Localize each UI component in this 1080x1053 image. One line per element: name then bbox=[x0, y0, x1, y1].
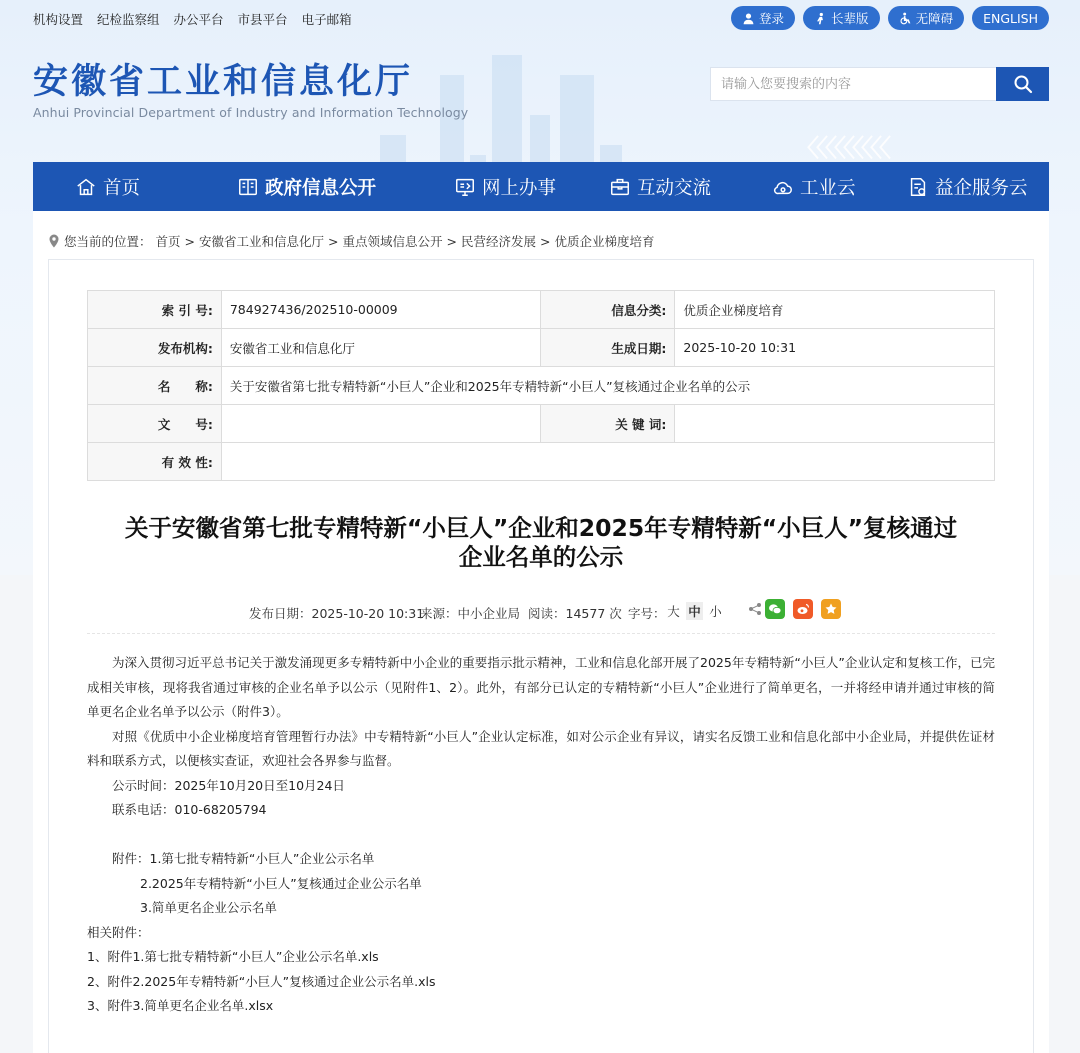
source bbox=[420, 604, 520, 622]
font-size-label: 字号： bbox=[628, 606, 666, 621]
search-icon bbox=[1013, 74, 1033, 94]
top-link-office[interactable]: 办公平台 bbox=[173, 12, 224, 27]
publish-date-value: 2025-10-20 10:31 bbox=[311, 606, 425, 621]
nav-online-service-label: 网上办事 bbox=[482, 177, 557, 199]
breadcrumb-item-key-areas[interactable]: 重点领域信息公开 bbox=[342, 234, 443, 249]
login-button[interactable] bbox=[731, 6, 795, 30]
created-value: 2025-10-20 10:31 bbox=[675, 329, 995, 367]
nav-interaction[interactable] bbox=[609, 162, 711, 211]
article-info-bar bbox=[87, 599, 995, 623]
article-title bbox=[87, 514, 995, 572]
share-icon[interactable] bbox=[745, 599, 765, 619]
reads bbox=[528, 604, 622, 622]
breadcrumb-item-quality-enterprises[interactable]: 优质企业梯度培育 bbox=[554, 234, 655, 249]
weibo-icon bbox=[796, 602, 810, 616]
breadcrumb-bar bbox=[33, 211, 1049, 259]
wechat-share-button[interactable] bbox=[765, 599, 785, 619]
elder-icon bbox=[814, 12, 827, 25]
english-label: ENGLISH bbox=[983, 10, 1038, 26]
attachment-list-item: 2.2025年专精特新“小巨人”复核通过企业公示名单 bbox=[140, 875, 422, 891]
top-link-discipline[interactable]: 纪检监察组 bbox=[97, 12, 160, 27]
article-title-line1: 关于安徽省第七批专精特新“小巨人”企业和2025年专精特新“小巨人”复核通过 bbox=[124, 514, 958, 542]
briefcase-icon bbox=[609, 176, 631, 198]
document-icon bbox=[907, 176, 929, 198]
breadcrumb-item-department[interactable]: 安徽省工业和信息化厅 bbox=[199, 234, 325, 249]
keywords-label: 关 键 词: bbox=[540, 405, 675, 443]
english-button[interactable] bbox=[972, 6, 1049, 30]
top-link-email[interactable]: 电子邮箱 bbox=[301, 12, 352, 27]
attachment-link-3[interactable]: 3、附件3.简单更名企业名单.xlsx bbox=[87, 998, 274, 1013]
elder-mode-label: 长辈版 bbox=[831, 11, 869, 26]
reads-label: 阅读： bbox=[528, 606, 566, 621]
search-input[interactable] bbox=[710, 67, 996, 101]
nav-gov-info-label: 政府信息公开 bbox=[265, 177, 377, 199]
index-label: 索 引 号: bbox=[88, 291, 222, 329]
contact-phone: 联系电话：010-68205794 bbox=[112, 802, 267, 817]
favorite-button[interactable] bbox=[821, 599, 841, 619]
publisher-label: 发布机构: bbox=[88, 329, 222, 367]
nav-interaction-label: 互动交流 bbox=[637, 177, 712, 199]
content-panel bbox=[33, 259, 1049, 1053]
index-value: 784927436/202510-00009 bbox=[221, 291, 540, 329]
wheelchair-icon bbox=[899, 12, 912, 25]
breadcrumb-separator: > bbox=[184, 233, 196, 249]
breadcrumb-prefix: 您当前的位置： bbox=[64, 234, 152, 249]
nav-online-service[interactable] bbox=[454, 162, 556, 211]
accessibility-label: 无障碍 bbox=[915, 11, 954, 26]
wechat-icon bbox=[768, 602, 782, 616]
font-size-small-button[interactable]: 小 bbox=[709, 604, 722, 619]
docno-label: 文 号: bbox=[88, 405, 222, 443]
table-row bbox=[88, 405, 995, 443]
spacer bbox=[87, 823, 995, 848]
font-size-controls bbox=[665, 602, 724, 620]
breadcrumb-separator: > bbox=[446, 233, 458, 249]
breadcrumb-item-home[interactable]: 首页 bbox=[155, 234, 181, 249]
docno-value bbox=[221, 405, 540, 443]
login-label: 登录 bbox=[759, 11, 785, 26]
nav-gov-info[interactable] bbox=[237, 162, 376, 211]
nav-enterprise-cloud-label: 益企服务云 bbox=[935, 177, 1028, 199]
publisher-value: 安徽省工业和信息化厅 bbox=[221, 329, 540, 367]
reads-value: 14577 次 bbox=[565, 606, 622, 621]
article-body bbox=[87, 651, 995, 1019]
accessibility-button[interactable] bbox=[888, 6, 965, 30]
location-pin-icon bbox=[48, 234, 60, 248]
paragraph-intro: 为深入贯彻习近平总书记关于激发涌现更多专精特新中小企业的重要指示批示精神，工业和信息化部开展了2025年专精特新“小巨人”企业认定和复核工作，已完成相关审核，现将我省通过审核的企业名单予以公示（见附件1、2）。此外，有部分已认定的专精特新“小巨人”企业进行了简单更名，一并将经申请并通过审核的简单更名企业名单予以公示（附件3）。 bbox=[87, 655, 995, 719]
name-label: 名 称: bbox=[88, 367, 222, 405]
category-label: 信息分类: bbox=[540, 291, 675, 329]
related-attachments-label: 相关附件： bbox=[87, 924, 150, 940]
breadcrumb-separator: > bbox=[328, 233, 339, 249]
site-logo[interactable]: 安徽省工业和信息化厅 bbox=[33, 62, 414, 102]
top-link-county[interactable]: 市县平台 bbox=[237, 12, 288, 27]
source-label: 来源： bbox=[420, 606, 458, 621]
elder-mode-button[interactable] bbox=[803, 6, 880, 30]
name-value: 关于安徽省第七批专精特新“小巨人”企业和2025年专精特新“小巨人”复核通过企业名单的公示 bbox=[221, 367, 994, 405]
breadcrumb bbox=[48, 232, 655, 250]
star-icon bbox=[824, 602, 838, 616]
divider bbox=[87, 633, 995, 634]
font-size-medium-button[interactable]: 中 bbox=[686, 602, 703, 620]
share-nodes-icon bbox=[748, 602, 762, 616]
nav-industry-cloud-label: 工业云 bbox=[800, 177, 856, 199]
paragraph-objection: 对照《优质中小企业梯度培育管理暂行办法》中专精特新“小巨人”企业认定标准，如对公示企业有异议，请实名反馈工业和信息化部中小企业局，并提供佐证材料和联系方式，以便核实查证，欢迎社会各界参与监督。 bbox=[87, 728, 995, 768]
banner-chevrons: 〈〈〈〈〈〈〈〈〈 bbox=[795, 134, 888, 162]
source-value: 中小企业局 bbox=[457, 606, 521, 621]
nav-industry-cloud[interactable] bbox=[772, 162, 856, 211]
category-value: 优质企业梯度培育 bbox=[675, 291, 995, 329]
font-size-large-button[interactable]: 大 bbox=[667, 604, 680, 619]
book-icon bbox=[237, 176, 259, 198]
table-row bbox=[88, 367, 995, 405]
validity-label: 有 效 性: bbox=[88, 443, 222, 481]
validity-value bbox=[221, 443, 994, 481]
table-row bbox=[88, 329, 995, 367]
metadata-table bbox=[87, 290, 995, 481]
publish-date bbox=[249, 604, 424, 622]
top-buttons bbox=[731, 6, 1049, 30]
site-logo-english: Anhui Provincial Department of Industry and Information Technology bbox=[33, 105, 469, 120]
breadcrumb-separator: > bbox=[540, 233, 551, 249]
main-nav bbox=[33, 162, 1049, 211]
created-label: 生成日期: bbox=[540, 329, 675, 367]
table-row bbox=[88, 291, 995, 329]
nav-home[interactable] bbox=[75, 162, 140, 211]
article-title-line2: 企业名单的公示 bbox=[458, 543, 624, 571]
nav-home-label: 首页 bbox=[103, 177, 141, 199]
weibo-share-button[interactable] bbox=[793, 599, 813, 619]
monitor-icon bbox=[454, 176, 476, 198]
keywords-value bbox=[675, 405, 995, 443]
nav-enterprise-cloud[interactable] bbox=[907, 162, 1028, 211]
attachment-link-2[interactable]: 2、附件2.2025年专精特新“小巨人”复核通过企业公示名单.xls bbox=[87, 973, 436, 989]
announcement-period: 公示时间：2025年10月20日至10月24日 bbox=[112, 777, 345, 793]
attachment-link-1[interactable]: 1、附件1.第七批专精特新“小巨人”企业公示名单.xls bbox=[87, 949, 379, 964]
user-icon bbox=[742, 12, 755, 25]
top-link-org[interactable]: 机构设置 bbox=[33, 12, 84, 27]
cloud-icon bbox=[772, 176, 794, 198]
table-row bbox=[88, 443, 995, 481]
search-bar bbox=[710, 67, 1049, 101]
publish-date-label: 发布日期： bbox=[249, 606, 312, 621]
search-button[interactable] bbox=[996, 67, 1049, 101]
attachment-list-item: 附件：1.第七批专精特新“小巨人”企业公示名单 bbox=[112, 851, 375, 866]
breadcrumb-item-private-economy[interactable]: 民营经济发展 bbox=[461, 234, 537, 249]
attachment-list-item: 3.简单更名企业公示名单 bbox=[140, 900, 277, 915]
home-icon bbox=[75, 176, 97, 198]
top-links bbox=[33, 10, 352, 28]
